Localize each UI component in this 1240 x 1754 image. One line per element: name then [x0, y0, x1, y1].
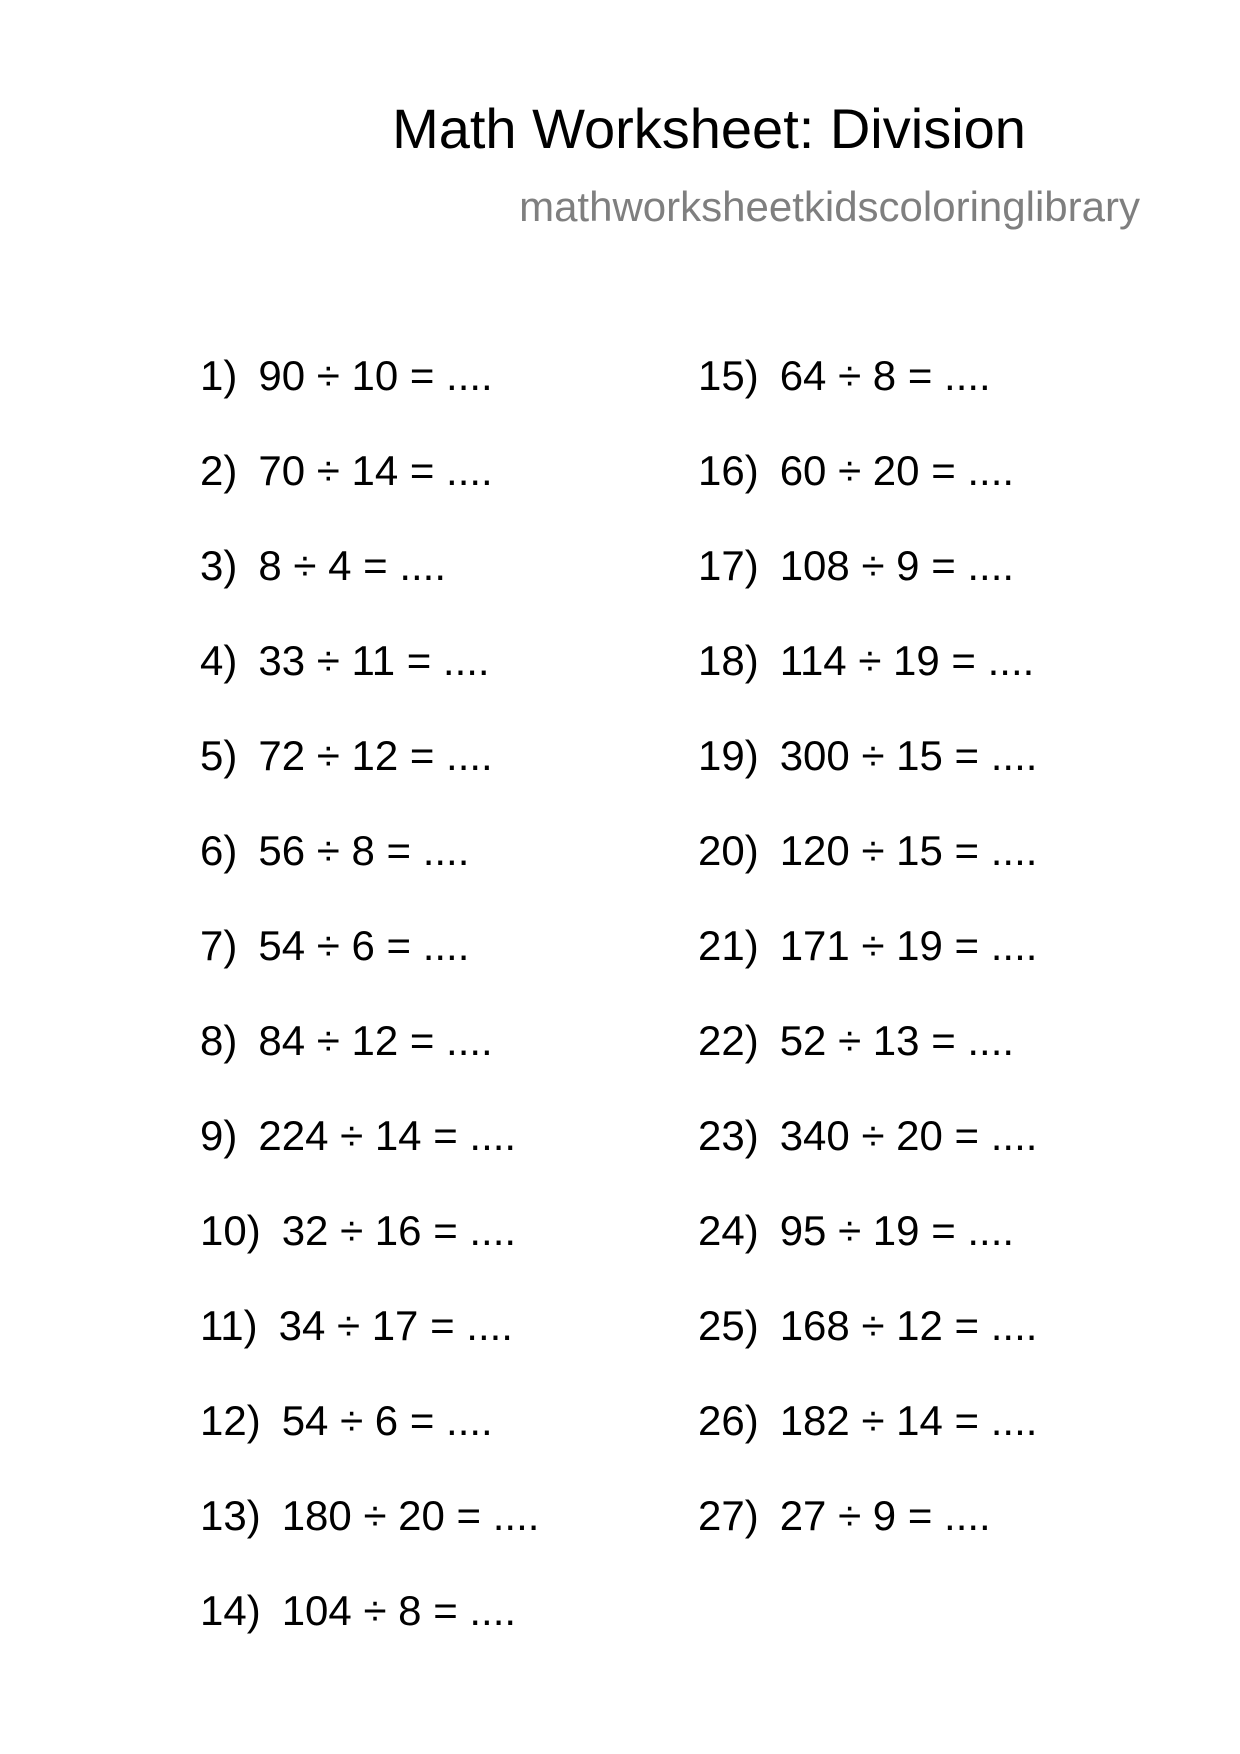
problem-item: [698, 731, 1037, 826]
problem-number: 21): [698, 922, 759, 969]
problem-item: [200, 351, 539, 446]
problem-number: 19): [698, 732, 759, 779]
problem-number: 14): [200, 1587, 261, 1634]
problem-number: 20): [698, 827, 759, 874]
problem-item: [200, 1396, 539, 1491]
problem-number: 10): [200, 1207, 261, 1254]
problem-number: 1): [200, 352, 238, 399]
problem-expression: 72 ÷ 12 = ....: [258, 732, 493, 779]
problem-item: [200, 446, 539, 541]
problem-number: 11): [200, 1302, 258, 1349]
problem-item: [698, 921, 1037, 1016]
problem-number: 26): [698, 1397, 759, 1444]
problem-number: 24): [698, 1207, 759, 1254]
problem-number: 27): [698, 1492, 759, 1539]
problem-item: [200, 731, 539, 826]
problem-item: [200, 1206, 539, 1301]
problem-expression: 70 ÷ 14 = ....: [258, 447, 493, 494]
problem-number: 6): [200, 827, 238, 874]
problem-column-right: [698, 351, 1037, 1586]
problem-number: 17): [698, 542, 759, 589]
problem-number: 7): [200, 922, 238, 969]
problem-expression: 300 ÷ 15 = ....: [779, 732, 1038, 779]
problem-number: 2): [200, 447, 238, 494]
problem-expression: 90 ÷ 10 = ....: [258, 352, 493, 399]
problem-number: 5): [200, 732, 238, 779]
problem-item: [698, 1301, 1037, 1396]
problem-item: [200, 921, 539, 1016]
problem-number: 8): [200, 1017, 238, 1064]
problem-expression: 54 ÷ 6 = ....: [281, 1397, 493, 1444]
problem-expression: 64 ÷ 8 = ....: [779, 352, 991, 399]
problem-item: [698, 1206, 1037, 1301]
problem-item: [200, 1016, 539, 1111]
problem-column-left: [200, 351, 539, 1681]
problem-number: 25): [698, 1302, 759, 1349]
problem-expression: 95 ÷ 19 = ....: [779, 1207, 1015, 1254]
problem-expression: 104 ÷ 8 = ....: [281, 1587, 517, 1634]
problem-expression: 171 ÷ 19 = ....: [779, 922, 1038, 969]
problem-number: 12): [200, 1397, 261, 1444]
problem-item: [698, 636, 1037, 731]
problem-expression: 84 ÷ 12 = ....: [258, 1017, 493, 1064]
problem-expression: 340 ÷ 20 = ....: [779, 1112, 1038, 1159]
problem-expression: 54 ÷ 6 = ....: [258, 922, 470, 969]
problem-item: [698, 1111, 1037, 1206]
problem-item: [698, 1016, 1037, 1111]
problem-number: 9): [200, 1112, 238, 1159]
problem-expression: 120 ÷ 15 = ....: [779, 827, 1038, 874]
problem-number: 22): [698, 1017, 759, 1064]
problem-expression: 108 ÷ 9 = ....: [779, 542, 1015, 589]
problem-item: [698, 351, 1037, 446]
problem-item: [698, 826, 1037, 921]
problem-item: [200, 541, 539, 636]
problem-expression: 168 ÷ 12 = ....: [779, 1302, 1038, 1349]
problem-expression: 60 ÷ 20 = ....: [779, 447, 1015, 494]
problem-item: [200, 1301, 539, 1396]
problem-expression: 32 ÷ 16 = ....: [281, 1207, 517, 1254]
page-title: Math Worksheet: Division: [392, 97, 1026, 160]
problem-expression: 182 ÷ 14 = ....: [779, 1397, 1038, 1444]
problem-item: [698, 1491, 1037, 1586]
source-label: mathworksheetkidscoloringlibrary: [519, 183, 1140, 230]
problem-number: 16): [698, 447, 759, 494]
problem-expression: 27 ÷ 9 = ....: [779, 1492, 991, 1539]
problem-expression: 33 ÷ 11 = ....: [258, 637, 490, 684]
problem-number: 23): [698, 1112, 759, 1159]
problem-item: [698, 1396, 1037, 1491]
problem-item: [200, 636, 539, 731]
problem-item: [200, 1586, 539, 1681]
problem-item: [200, 1491, 539, 1586]
problem-expression: 224 ÷ 14 = ....: [258, 1112, 517, 1159]
problem-number: 13): [200, 1492, 261, 1539]
problem-number: 15): [698, 352, 759, 399]
problem-number: 4): [200, 637, 238, 684]
problem-item: [200, 1111, 539, 1206]
problem-expression: 52 ÷ 13 = ....: [779, 1017, 1015, 1064]
problem-number: 18): [698, 637, 759, 684]
problem-expression: 34 ÷ 17 = ....: [278, 1302, 513, 1349]
problem-expression: 56 ÷ 8 = ....: [258, 827, 470, 874]
problem-item: [698, 541, 1037, 636]
problem-item: [698, 446, 1037, 541]
problem-expression: 8 ÷ 4 = ....: [258, 542, 447, 589]
problem-expression: 180 ÷ 20 = ....: [281, 1492, 540, 1539]
problem-expression: 114 ÷ 19 = ....: [779, 637, 1035, 684]
problem-item: [200, 826, 539, 921]
problem-number: 3): [200, 542, 238, 589]
